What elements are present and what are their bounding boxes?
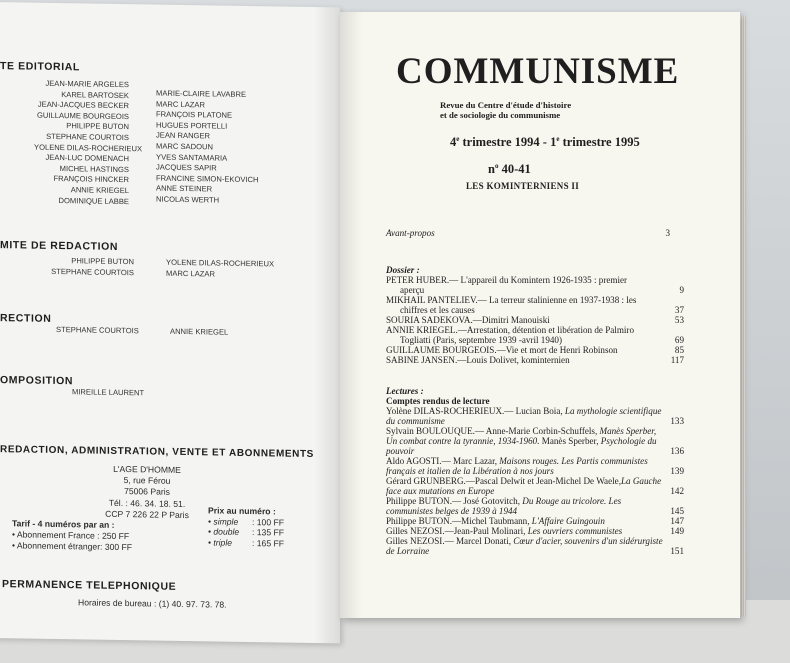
committee-member-name: DOMINIQUE LABBE: [58, 195, 129, 206]
review-book-title: L'Affaire Guingouin: [531, 516, 605, 526]
numero-sup: o: [494, 162, 499, 170]
committee-member-name: STEPHANE COURTOIS: [46, 131, 129, 143]
toc-entry: [386, 315, 684, 325]
committee-member-name: YOLENE DILAS-ROCHERIEUX: [34, 142, 143, 153]
toc-page-number: 9: [679, 285, 684, 295]
toc-entry: [386, 275, 684, 295]
period-part: trimestre 1995: [559, 135, 640, 150]
committee-member-name: YVES SANTAMARIA: [156, 152, 228, 163]
toc-page-number: 151: [670, 546, 684, 556]
numero-value: 40-41: [498, 162, 531, 177]
toc-entry-line: MIKHAIL PANTELIEV.— La terreur stalinienne en 1937-1938 : les: [386, 295, 637, 305]
toc-dossier: [386, 265, 684, 365]
numero-prefix: n: [488, 162, 495, 177]
review-author: Manès Sperber,: [539, 436, 601, 446]
toc-avant-propos: [386, 228, 668, 248]
address-line: CCP 7 226 22 P Paris: [105, 508, 189, 520]
toc-entry: [386, 355, 684, 365]
period-sup: e: [456, 135, 460, 143]
toc-entry-line: ANNIE KRIEGEL.—Arrestation, détention et libération de Palmiro: [386, 325, 634, 335]
lectures-heading: Lectures :: [386, 386, 424, 396]
review-book-title: Du Rouge au tricolore. Les communistes belges de 1939 à 1944: [386, 496, 622, 516]
review-entry: [386, 536, 684, 556]
prix-label: • triple: [208, 537, 233, 548]
committee-member-name: JACQUES SAPIR: [156, 162, 217, 173]
review-author: Philippe BUTON.—Michel Taubmann,: [386, 516, 532, 526]
review-entry: [386, 496, 684, 516]
address-line: 75006 Paris: [124, 486, 170, 498]
prix-value: : 135 FF: [252, 527, 284, 538]
journal-subtitle: [440, 100, 571, 120]
toc-page-number: 145: [670, 506, 684, 516]
prix-row: [208, 537, 284, 549]
address-line: 5, rue Férou: [123, 475, 171, 486]
toc-page-number: 133: [670, 416, 684, 426]
committee-member-name: GUILLAUME BOURGEOIS: [37, 110, 129, 121]
issue-prices: [208, 505, 284, 549]
left-page: [0, 2, 340, 643]
review-book-title: Manès Sperber, Un combat contre la tyrannie, 1934-1960.: [386, 426, 657, 446]
issue-theme: LES KOMINTERNIENS II: [466, 181, 580, 191]
toc-entry-line: chiffres et les causes: [400, 305, 475, 315]
committee-member-name: JEAN-JACQUES BECKER: [37, 99, 129, 111]
page-block-edge: [740, 16, 746, 616]
toc-page-number: 3: [665, 228, 670, 238]
committee-member-name: ANNE STEINER: [156, 183, 213, 194]
toc-page-number: 53: [674, 315, 684, 325]
toc-page-number: 117: [670, 355, 684, 365]
prix-value: : 165 FF: [252, 537, 284, 549]
address-line: Tél. : 46. 34. 18. 51.: [108, 497, 186, 509]
review-author: Gilles NEZOSI.— Marcel Donati,: [386, 536, 514, 546]
review-author: Sylvain BOULOUQUE.— Anne-Marie Corbin-Schuffels,: [386, 426, 600, 436]
toc-entry-line: SABINE JANSEN.—Louis Dolivet, kominternien: [386, 355, 570, 365]
period-part: 4: [450, 135, 457, 150]
period-sup: e: [556, 135, 560, 143]
prix-label: • double: [208, 526, 240, 538]
prix-label: • simple: [208, 515, 239, 527]
toc-page-number: 149: [670, 526, 684, 536]
toc-lectures: [386, 386, 684, 556]
review-entry: [386, 476, 684, 496]
review-author: Gilles NEZOSI.—Jean-Paul Molinari,: [386, 526, 528, 536]
committee-member-name: YOLENE DILAS-ROCHERIEUX: [166, 257, 275, 269]
review-entry: [386, 516, 684, 526]
toc-page-number: 142: [670, 486, 684, 496]
composition-name: MIREILLE LAURENT: [72, 387, 145, 398]
director-name-2: ANNIE KRIEGEL: [170, 326, 229, 337]
toc-entry-line: PETER HUBER.— L'appareil du Komintern 1926-1935 : premier: [386, 275, 628, 285]
editorial-names-col2: [156, 89, 259, 207]
review-book-title: Cœur d'acier, souvenirs d'un sidérurgiste de Lorraine: [386, 536, 663, 556]
toc-page-number: 139: [670, 466, 684, 476]
committee-member-name: PHILIPPE BUTON: [66, 121, 129, 132]
committee-member-name: KAREL BARTOSEK: [61, 89, 129, 100]
review-author: Gérard GRUNBERG.—Pascal Delwit et Jean-Michel De Waele,: [386, 476, 621, 486]
composition-title: OMPOSITION: [0, 374, 74, 388]
permanence-title: PERMANENCE TELEPHONIQUE: [2, 578, 177, 593]
toc-entry: [386, 295, 684, 315]
issue-number: [488, 162, 531, 177]
toc-entry-line: SOURIA SADEKOVA.—Dimitri Manouiski: [386, 315, 550, 325]
committee-member-name: MARC SADOUN: [156, 141, 213, 152]
toc-entry: [386, 345, 684, 355]
administration-title: REDACTION, ADMINISTRATION, VENTE ET ABONNEMENTS: [0, 444, 314, 461]
tarif-etranger: • Abonnement étranger: 300 FF: [12, 540, 133, 553]
avant-propos-label: Avant-propos: [386, 228, 435, 238]
committee-member-name: FRANÇOIS PLATONE: [156, 109, 233, 120]
toc-page-number: 136: [670, 446, 684, 456]
toc-entry: [386, 325, 684, 345]
review-entry: [386, 426, 684, 456]
redaction-committee-title: MITE DE REDACTION: [0, 239, 119, 253]
review-book-title: La mythologie scientifique du communisme: [386, 406, 662, 426]
tarif-heading: Tarif - 4 numéros par an :: [12, 518, 115, 530]
committee-member-name: FRANÇOIS HINCKER: [53, 174, 129, 185]
director-name-1: STEPHANE COURTOIS: [56, 324, 139, 336]
subtitle-line: et de sociologie du communisme: [440, 110, 561, 120]
committee-member-name: ANNIE KRIEGEL: [70, 185, 129, 196]
review-author: Yolène DILAS-ROCHERIEUX.— Lucian Boia,: [386, 406, 565, 416]
review-author: Philippe BUTON.— José Gotovitch,: [386, 496, 523, 506]
dossier-heading: Dossier :: [386, 265, 420, 275]
committee-member-name: NICOLAS WERTH: [156, 194, 220, 205]
toc-page-number: 85: [674, 345, 684, 355]
right-page: [340, 12, 740, 618]
redaction-names-col2: [166, 258, 274, 281]
editorial-names-col1: [34, 78, 143, 208]
toc-page-number: 37: [674, 305, 684, 315]
permanence-hours: Horaires de bureau : (1) 40. 97. 73. 78.: [78, 597, 227, 610]
editorial-committee-title: TE EDITORIAL: [0, 60, 80, 74]
subscription-rates: [12, 518, 132, 553]
committee-member-name: MICHEL HASTINGS: [59, 163, 129, 174]
committee-member-name: JEAN-LUC DOMENACH: [45, 152, 129, 164]
review-book-title: Maisons rouges. Les Partis communistes français et italien de la Libération à nos jours: [386, 456, 648, 476]
subtitle-line: Revue du Centre d'étude d'histoire: [440, 100, 572, 110]
review-entry: [386, 526, 684, 536]
period-part: trimestre 1994 - 1: [459, 135, 557, 150]
toc-page-number: 147: [670, 516, 684, 526]
toc-page-number: 69: [674, 335, 684, 345]
address-line: L'AGE D'HOMME: [113, 463, 181, 475]
right-page-gutter-shadow: [340, 12, 362, 618]
issue-period: [450, 135, 640, 150]
committee-member-name: MARC LAZAR: [166, 268, 215, 279]
review-entry: [386, 406, 684, 426]
review-author: Aldo AGOSTI.— Marc Lazar,: [386, 456, 500, 466]
committee-member-name: FRANCINE SIMON-EKOVICH: [156, 173, 259, 184]
prix-value: : 100 FF: [252, 516, 284, 528]
left-page-gutter-shadow: [314, 7, 340, 643]
toc-entry-line: GUILLAUME BOURGEOIS.—Vie et mort de Henri Robinson: [386, 345, 618, 355]
toc-entry-line: aperçu: [400, 285, 425, 295]
committee-member-name: MARIE-CLAIRE LAVABRE: [156, 88, 247, 99]
review-entry: [386, 456, 684, 476]
committee-member-name: HUGUES PORTELLI: [156, 120, 228, 131]
redaction-names-col1: [34, 256, 134, 279]
tarif-france: • Abonnement France : 250 FF: [12, 529, 130, 542]
review-book-title: La Gauche face aux mutations en Europe: [386, 476, 662, 496]
review-book-title: Les ouvriers communistes: [527, 526, 623, 536]
committee-member-name: PHILIPPE BUTON: [71, 256, 134, 267]
committee-member-name: STEPHANE COURTOIS: [51, 266, 134, 277]
committee-member-name: JEAN RANGER: [156, 130, 211, 141]
lectures-subheading: Comptes rendus de lecture: [386, 396, 490, 406]
publisher-address: [92, 464, 202, 522]
direction-title: RECTION: [0, 312, 52, 325]
review-book-title: Psychologie du pouvoir: [386, 436, 657, 456]
toc-entry-line: Togliatti (Paris, septembre 1939 -avril 1940): [400, 335, 563, 345]
committee-member-name: JEAN-MARIE ARGELES: [45, 78, 129, 90]
committee-member-name: MARC LAZAR: [156, 99, 205, 109]
prix-heading: Prix au numéro :: [208, 505, 276, 517]
journal-title: COMMUNISME: [396, 51, 680, 92]
